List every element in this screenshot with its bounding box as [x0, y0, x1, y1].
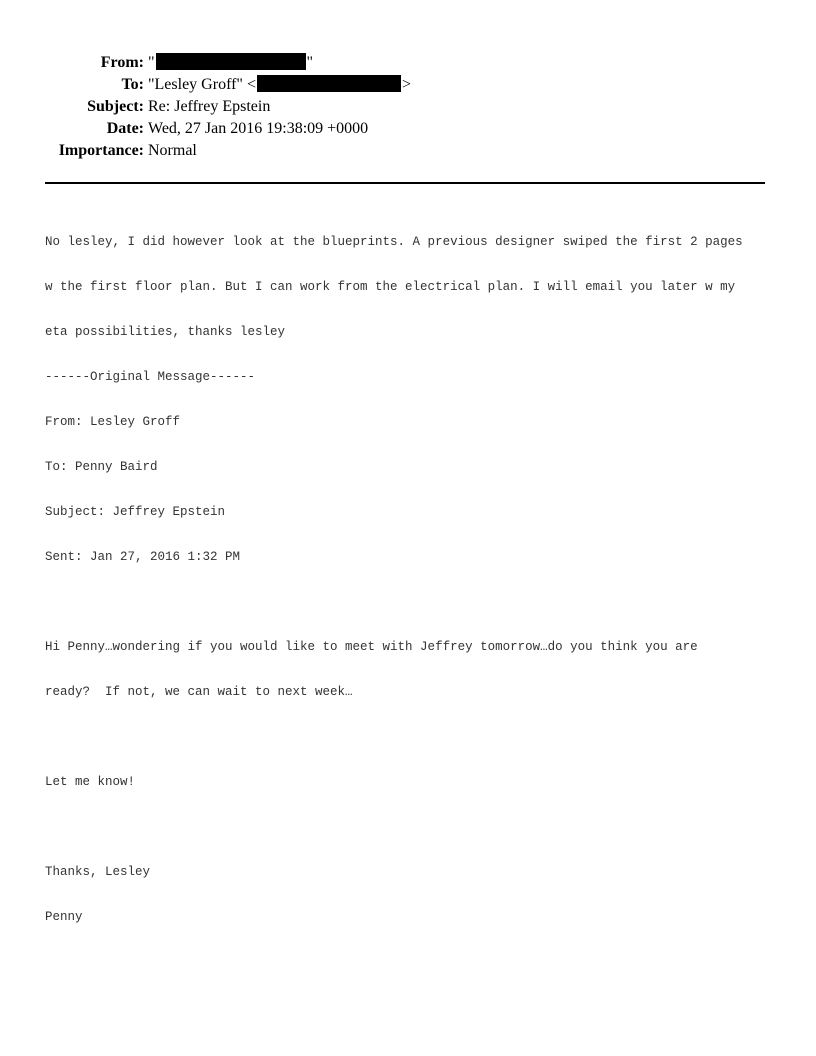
- importance-label: Importance:: [58, 142, 144, 159]
- redaction-box: [257, 75, 401, 92]
- original-sent: Sent: Jan 27, 2016 1:32 PM: [45, 550, 241, 564]
- redaction-box: [156, 53, 306, 70]
- to-prefix: "Lesley Groff" <: [148, 76, 256, 93]
- from-prefix: ": [148, 54, 155, 71]
- date-row: [0, 118, 816, 140]
- subject-value: Re: Jeffrey Epstein: [148, 98, 271, 115]
- from-suffix: ": [306, 54, 314, 71]
- message-line: Hi Penny…wondering if you would like to meet with Jeffrey tomorrow…do you think you are: [45, 640, 698, 654]
- let-me-know-line: Let me know!: [45, 775, 136, 789]
- importance-value: Normal: [148, 142, 197, 159]
- subject-row: [0, 96, 816, 118]
- reply-line: No lesley, I did however look at the blueprints. A previous designer swiped the first 2 pages: [45, 235, 743, 249]
- to-label: To:: [121, 76, 144, 93]
- original-to: To: Penny Baird: [45, 460, 158, 474]
- message-line: ready? If not, we can wait to next week…: [45, 685, 353, 699]
- original-message-marker: ------Original Message------: [45, 370, 256, 384]
- header-divider: [45, 182, 765, 184]
- original-from: From: Lesley Groff: [45, 415, 181, 429]
- reply-line: eta possibilities, thanks lesley: [45, 325, 286, 339]
- blank-line: [45, 730, 785, 745]
- reply-line: w the first floor plan. But I can work from the electrical plan. I will email you later w my: [45, 280, 736, 294]
- blank-line: [45, 595, 785, 610]
- email-header: [0, 52, 816, 162]
- signature-line: Penny: [45, 910, 83, 924]
- importance-row: [0, 140, 816, 162]
- to-row: [0, 74, 816, 96]
- from-value: [148, 52, 313, 74]
- to-suffix: >: [401, 76, 412, 93]
- thanks-line: Thanks, Lesley: [45, 865, 151, 879]
- date-label: Date:: [106, 120, 144, 137]
- to-value: [148, 74, 411, 96]
- subject-label: Subject:: [87, 98, 144, 115]
- from-label: From:: [100, 54, 144, 71]
- from-row: [0, 52, 816, 74]
- blank-line: [45, 820, 785, 835]
- email-body: [45, 205, 785, 940]
- date-value: Wed, 27 Jan 2016 19:38:09 +0000: [148, 120, 369, 137]
- original-subject: Subject: Jeffrey Epstein: [45, 505, 226, 519]
